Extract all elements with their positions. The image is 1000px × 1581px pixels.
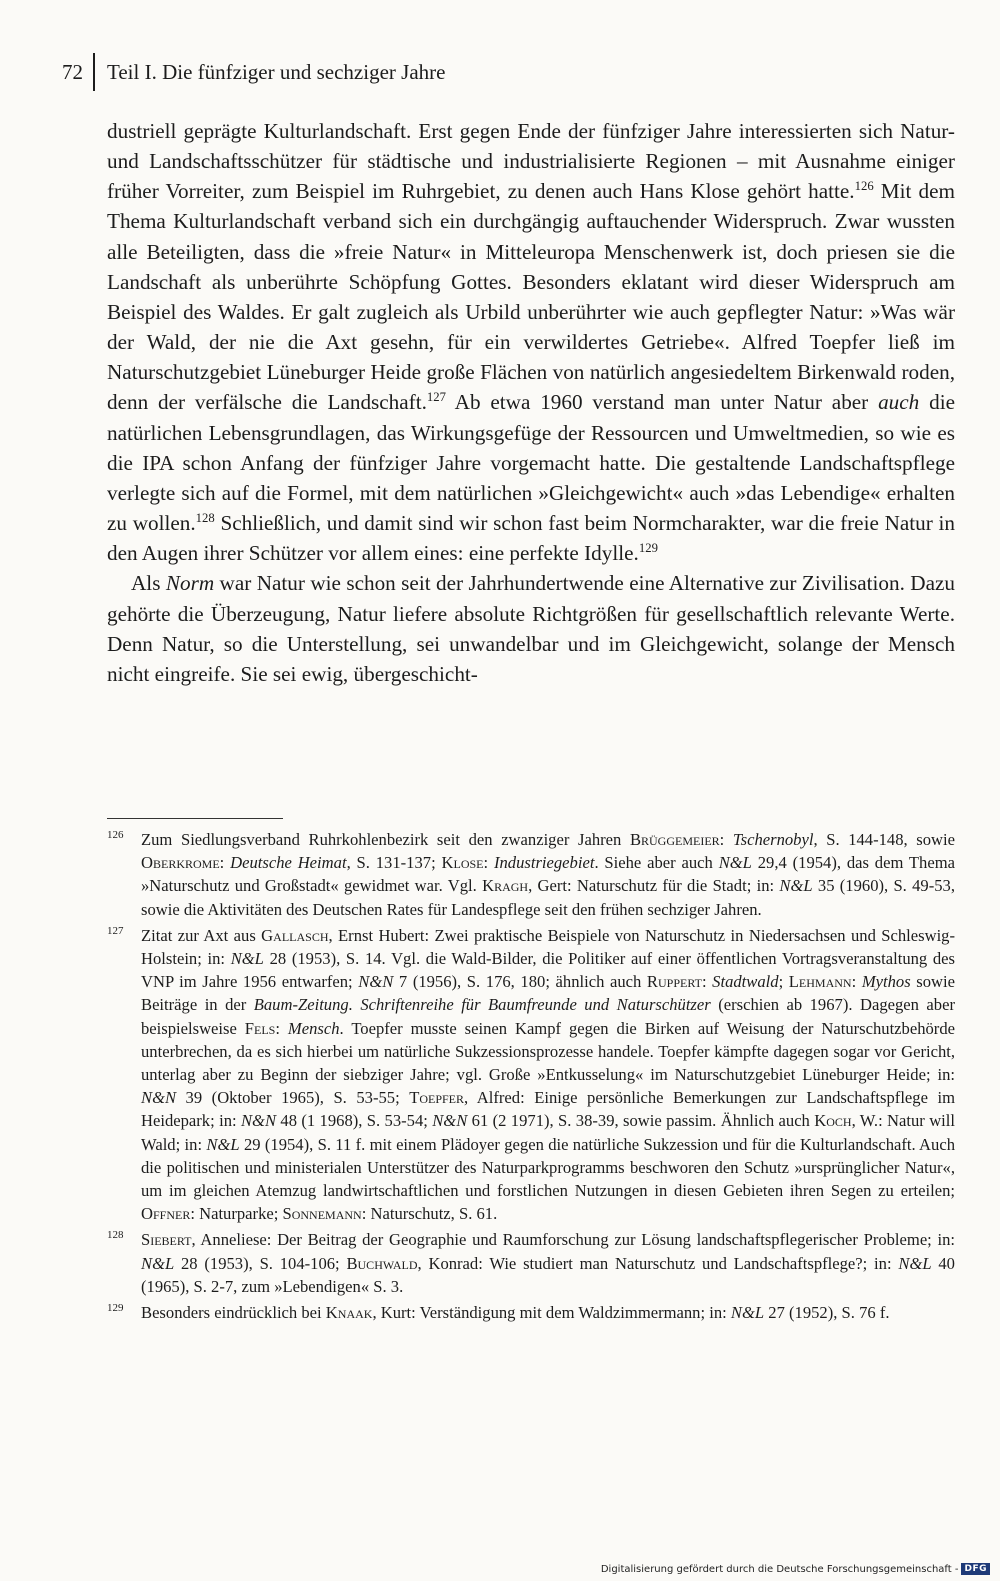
footnote-128	[107, 1228, 955, 1298]
footnote-ref-129: 129	[638, 541, 658, 556]
text-span: 7 (1956), S. 176, 180; ähnlich auch	[393, 972, 647, 992]
text-span: . Siehe aber auch	[594, 853, 719, 873]
footnote-number: 126	[107, 829, 124, 841]
text-span: , Kurt: Verständigung mit dem Waldzimmermann; in:	[372, 1303, 731, 1323]
journal-abbrev: N&L	[141, 1253, 175, 1273]
journal-abbrev: N&L	[206, 1134, 240, 1154]
short-title: Stadtwald	[712, 972, 779, 992]
footnote-number: 129	[107, 1302, 124, 1315]
text-span: :	[219, 853, 231, 873]
emphasis: Norm	[165, 571, 215, 596]
digitization-credit	[601, 1563, 990, 1575]
footnote-126	[107, 828, 955, 921]
author-name: Kragh	[482, 876, 529, 896]
text-span: , Konrad: Wie studiert man Naturschutz und Landschaftspflege?; in:	[417, 1253, 899, 1273]
text-span: sowie Beiträge in der	[141, 972, 955, 1015]
page-number: 72	[62, 59, 83, 84]
footnote-ref-127: 127	[426, 390, 446, 405]
text-span: war Natur wie schon seit der Jahrhundertwende eine Alternative zur Zivilisation. Dazu gehörte die Überzeugung, Natur liefere absolute Richtgrößen für gesellschaftlich relevante Werte. Denn Natur, so die Unterstellung, sei unwandelbar und im Gleichgewicht, solange der Mensch nicht eingreife. Sie sei ewig, übergeschicht-	[107, 571, 955, 686]
text-span: Als	[131, 571, 166, 596]
author-name: Offner	[141, 1204, 191, 1224]
main-text	[107, 116, 955, 689]
author-name: Brüggemeier	[629, 830, 720, 849]
footnote-129	[107, 1301, 955, 1324]
text-span: 28 (1953), S. 104-106;	[174, 1253, 347, 1273]
text-span: . Toepfer musste seinen Kampf gegen die Birken auf Weisung der Naturschutzbehörde unterbrechen, da es sich hierbei um natürliche Sukzessionsprozesse handele. Toepfer kämpfte dagegen sogar vor Gericht, unterlag aber zu Beginn der siebziger Jahre; vgl. Große »Entkusselung« im Naturschutzgebiet Lüneburger Heide; in:	[141, 1018, 955, 1085]
journal-abbrev: N&L	[718, 853, 752, 873]
dfg-logo: DFG	[961, 1563, 990, 1575]
author-name: Sonnemann	[282, 1204, 362, 1224]
author-name: Koch	[814, 1111, 852, 1131]
text-span: , Anneliese: Der Beitrag der Geographie und Raumforschung zur Lösung landschaftspflegerischer Probleme; in:	[191, 1230, 955, 1250]
text-span: :	[483, 853, 494, 873]
text-span: Zum Siedlungsverband Ruhrkohlenbezirk seit den zwanziger Jahren	[141, 830, 630, 849]
text-span: (erschien ab 1967). Dagegen aber beispielsweise	[141, 995, 955, 1038]
text-span: 61 (2 1971), S. 38-39, sowie passim. Ähnlich auch	[467, 1111, 815, 1131]
text-span: :	[701, 972, 713, 992]
footnote-ref-128: 128	[195, 510, 215, 525]
paragraph-2	[107, 568, 955, 689]
running-header	[62, 52, 445, 92]
footnotes	[107, 828, 955, 1327]
short-title: Mensch	[287, 1018, 340, 1038]
footnote-separator	[107, 818, 283, 819]
short-title: Deutsche Heimat	[230, 853, 347, 873]
author-name: Fels	[244, 1018, 276, 1038]
author-name: Knaak	[325, 1303, 373, 1323]
text-span: , S. 131-137;	[346, 853, 442, 873]
author-name: Siebert	[141, 1230, 192, 1250]
journal-abbrev: N&L	[779, 876, 813, 896]
short-title: Baum-Zeitung. Schriftenreihe für Baumfreunde und Naturschützer	[253, 995, 711, 1015]
author-name: Buchwald	[346, 1253, 418, 1273]
author-name: Gallasch	[261, 925, 329, 945]
text-span: , W.: Natur will Wald; in:	[141, 1111, 956, 1154]
text-span: , Ernst Hubert: Zwei praktische Beispiele von Naturschutz in Niedersachsen und Schleswig-Holstein; in:	[141, 925, 955, 969]
text-span: Schließlich, und damit sind wir schon fast beim Normcharakter, war die freie Natur in den Augen ihrer Schützer vor allem eines: eine perfekte Idylle.	[107, 511, 955, 566]
short-title: Tschernobyl	[732, 830, 814, 849]
text-span: ;	[778, 972, 789, 992]
text-span: :	[719, 830, 733, 849]
text-span: Zitat zur Axt aus	[141, 925, 262, 945]
text-span: 40 (1965), S. 2-7, zum »Lebendigen« S. 3.	[141, 1253, 955, 1296]
emphasis: auch	[878, 390, 920, 415]
text-span: : Naturparke;	[190, 1204, 283, 1224]
footnote-ref-126: 126	[854, 179, 874, 194]
digitization-credit-text: Digitalisierung gefördert durch die Deutsche Forschungsgemeinschaft -	[600, 1563, 959, 1575]
author-name: Ruppert	[646, 972, 702, 992]
text-span: , Alfred: Einige persönliche Bemerkungen zur Landschaftspflege im Heidepark; in:	[141, 1088, 955, 1131]
text-span: dustriell geprägte Kulturlandschaft. Erst gegen Ende der fünfziger Jahre interessierten sich Natur- und Landschaftsschützer für städtische und industrialisierte Regionen – mit Ausnahme einiger früher Vorreiter, zum Beispiel im Ruhrgebiet, zu denen auch Hans Klose gehört hatte.	[107, 119, 955, 204]
text-span: 35 (1960), S. 49-53, sowie die Aktivitäten des Deutschen Rates für Landespflege seit den frühen sechziger Jahren.	[141, 876, 955, 919]
text-span: 29,4 (1954), das dem Thema »Naturschutz und Großstadt« gewidmet war. Vgl.	[141, 853, 955, 896]
header-divider	[93, 53, 95, 91]
text-span: 48 (1 1968), S. 53-54;	[276, 1111, 433, 1131]
author-name: Oberkrome	[141, 853, 220, 873]
journal-abbrev: N&L	[730, 1303, 765, 1323]
journal-abbrev: N&L	[898, 1253, 932, 1273]
journal-abbrev: N&L	[230, 949, 264, 969]
text-span: :	[851, 972, 862, 992]
text-span: : Naturschutz, S. 61.	[361, 1204, 498, 1224]
text-span: 28 (1953), S. 14. Vgl. die Wald-Bilder, die Politiker auf einer öffentlichen Vortragsveranstaltung des VNP im Jahre 1956 entwarfen;	[141, 949, 955, 992]
text-span: Ab etwa 1960 verstand man unter Natur aber	[446, 390, 879, 415]
text-span: 29 (1954), S. 11 f. mit einem Plädoyer gegen die natürliche Sukzession und für die Kulturlandschaft. Auch die politischen und ministerialen Unterstützer des Naturparkprogramms beschworen den Schutz »ursprünglicher Natur«, um im gleichen Atemzug landwirtschaftlichen und forstlichen Nutzungen in diesen Gebieten ihren Segen zu erteilen;	[141, 1134, 955, 1201]
footnote-number: 127	[107, 924, 124, 937]
running-title: Teil I. Die fünfziger und sechziger Jahre	[107, 59, 446, 84]
text-span: die natürlichen Lebensgrundlagen, das Wirkungsgefüge der Ressourcen und Umweltmedien, so wie es die IPA schon Anfang der fünfziger Jahre vorgemacht hatte. Die gestaltende Landschaftspflege verlegte sich auf die Formel, mit dem natürlichen »Gleichgewicht« auch »das Lebendige« erhalten zu wollen.	[107, 390, 955, 536]
short-title: Mythos	[861, 972, 911, 992]
journal-abbrev: N&N	[240, 1111, 277, 1131]
journal-abbrev: N&N	[141, 1088, 177, 1108]
author-name: Klose	[441, 853, 484, 873]
text-span: 39 (Oktober 1965), S. 53-55;	[176, 1088, 410, 1108]
text-span: , Gert: Naturschutz für die Stadt; in:	[528, 876, 780, 896]
short-title: Industriegebiet	[493, 853, 595, 873]
footnote-number: 128	[107, 1229, 124, 1242]
text-span: Besonders eindrücklich bei	[141, 1303, 326, 1323]
text-span: :	[275, 1018, 288, 1038]
footnote-127	[107, 924, 955, 1226]
text-span: 27 (1952), S. 76 f.	[764, 1303, 890, 1323]
journal-abbrev: N&N	[432, 1111, 468, 1131]
journal-abbrev: N&N	[358, 972, 394, 992]
text-span: , S. 144-148, sowie	[813, 830, 956, 849]
paragraph-1	[107, 116, 955, 568]
author-name: Lehmann	[788, 972, 852, 992]
text-span: Mit dem Thema Kulturlandschaft verband sich ein durchgängig auftauchender Widerspruch. Zwar wussten alle Beteiligten, dass die »freie Natur« in Mitteleuropa Menschenwerk ist, doch priesen sie die Landschaft als unberührte Schöpfung Gottes. Besonders eklatant wird dieser Widerspruch am Beispiel des Waldes. Er galt zugleich als Urbild unberührter wie auch gepflegter Natur: »Was wär der Wald, der nie die Axt gesehn, für ein verwildertes Getriebe«. Alfred Toepfer ließ im Naturschutzgebiet Lüneburger Heide große Flächen von natürlich angesiedeltem Birkenwald roden, denn der verfälsche die Landschaft.	[107, 179, 956, 415]
author-name: Toepfer	[409, 1088, 465, 1108]
